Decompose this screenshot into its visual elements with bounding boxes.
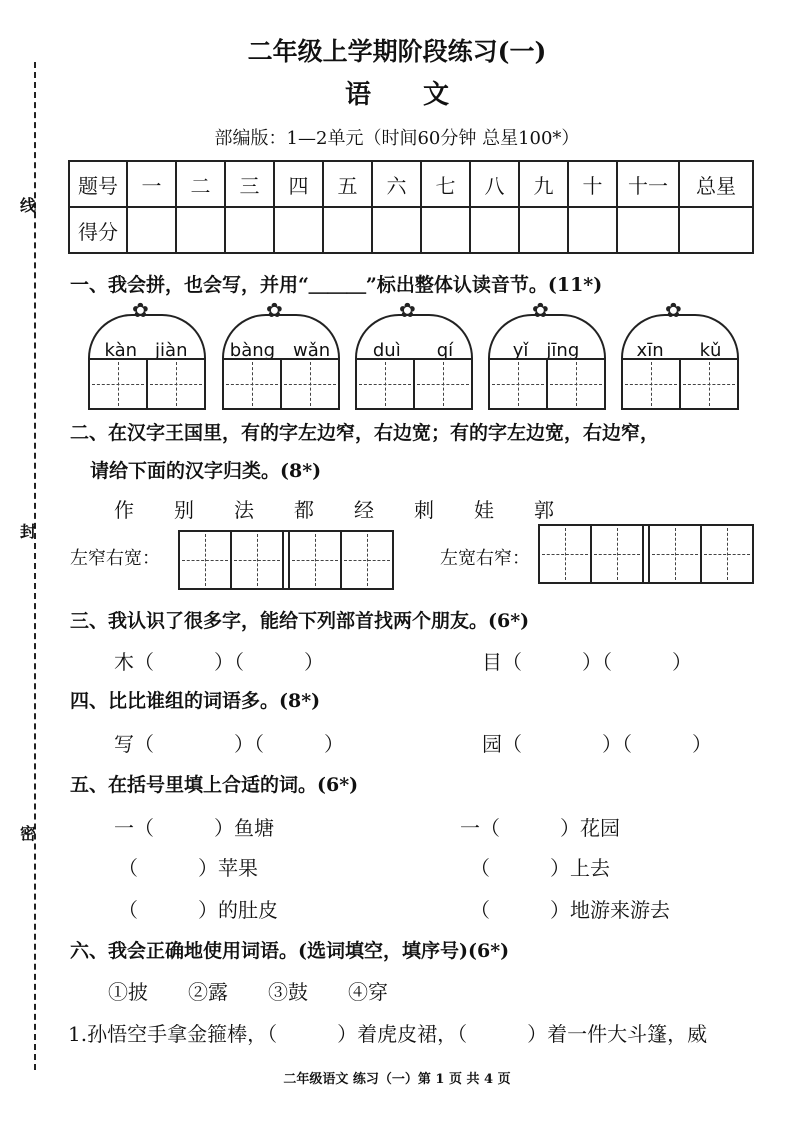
writing-cell[interactable] [232, 532, 284, 588]
writing-grid [488, 358, 606, 410]
writing-cell[interactable] [357, 360, 415, 408]
pinyin-box [88, 300, 204, 398]
question-4-right: 园（ ）（ ） [482, 732, 712, 756]
question-6-options: ①披 ②露 ③鼓 ④穿 [108, 980, 388, 1004]
binding-label-xian: 线 [20, 196, 37, 215]
pinyin-box [621, 300, 737, 398]
writing-grid [222, 358, 340, 410]
question-5-title: 五、在括号里填上合适的词。(6*) [70, 774, 359, 796]
score-header-cell: 四 [274, 161, 323, 207]
score-row [69, 207, 753, 253]
question-5-item: 一（ ）花园 [460, 816, 620, 840]
pinyin-label: kàn jiàn [104, 340, 188, 361]
score-cell[interactable] [519, 207, 568, 253]
score-cell[interactable] [372, 207, 421, 253]
score-table [68, 160, 754, 254]
question-5-item: （ ）地游来游去 [470, 898, 670, 922]
question-3-left: 木（ ）（ ） [114, 650, 324, 674]
score-cell[interactable] [421, 207, 470, 253]
score-cell[interactable] [470, 207, 519, 253]
flower-icon: ✿ [266, 298, 283, 322]
score-header-cell: 一 [127, 161, 176, 207]
writing-cell[interactable] [290, 532, 342, 588]
score-header-cell: 十一 [617, 161, 679, 207]
writing-cell[interactable] [415, 360, 471, 408]
question-6-title: 六、我会正确地使用词语。(选词填空，填序号)(6*) [70, 940, 510, 962]
score-header-cell: 八 [470, 161, 519, 207]
writing-cell[interactable] [490, 360, 548, 408]
writing-cell[interactable] [148, 360, 204, 408]
writing-cell[interactable] [282, 360, 338, 408]
score-header-cell: 二 [176, 161, 225, 207]
score-header-cell: 五 [323, 161, 372, 207]
pinyin-box [355, 300, 471, 398]
score-header-cell: 题号 [69, 161, 127, 207]
writing-cell[interactable] [224, 360, 282, 408]
writing-grid [621, 358, 739, 410]
flower-icon: ✿ [132, 298, 149, 322]
left-narrow-label: 左窄右宽： [70, 548, 160, 569]
writing-cell[interactable] [623, 360, 681, 408]
score-cell[interactable] [323, 207, 372, 253]
score-cell[interactable] [176, 207, 225, 253]
score-cell[interactable] [679, 207, 753, 253]
pinyin-label: yǐ jīng [512, 340, 580, 361]
writing-cell[interactable] [342, 532, 392, 588]
writing-cell[interactable] [90, 360, 148, 408]
question-1-title: 一、我会拼，也会写，并用“＿＿＿”标出整体认读音节。(11*) [70, 274, 603, 296]
pinyin-box [222, 300, 338, 398]
question-6-sentence: 1.孙悟空手拿金箍棒，（ ）着虎皮裙，（ ）着一件大斗篷，威 [68, 1022, 708, 1046]
writing-cell[interactable] [540, 526, 592, 582]
pinyin-label: xīn kǔ [636, 340, 722, 361]
page-footer: 二年级语文 练习（一）第 1 页 共 4 页 [283, 1072, 511, 1087]
question-2-characters: 作 别 法 都 经 刺 娃 郭 [114, 498, 554, 522]
flower-icon: ✿ [399, 298, 416, 322]
pinyin-box [488, 300, 604, 398]
writing-cell[interactable] [681, 360, 737, 408]
exam-info: 部编版：1—2单元（时间60分钟 总星100*） [214, 128, 580, 149]
binding-label-mi: 密 [20, 824, 37, 843]
score-header-cell: 七 [421, 161, 470, 207]
question-5-item: （ ）上去 [470, 856, 610, 880]
left-wide-label: 左宽右窄： [440, 548, 530, 569]
score-cell[interactable] [274, 207, 323, 253]
subject-title: 语 文 [344, 80, 449, 110]
writing-cell[interactable] [650, 526, 702, 582]
question-5-item: （ ）苹果 [118, 856, 258, 880]
score-header-cell: 六 [372, 161, 421, 207]
score-header-cell: 九 [519, 161, 568, 207]
writing-cell[interactable] [180, 532, 232, 588]
score-row-label: 得分 [69, 207, 127, 253]
writing-grid [88, 358, 206, 410]
left-wide-grid [538, 524, 754, 584]
score-cell[interactable] [225, 207, 274, 253]
writing-cell[interactable] [592, 526, 644, 582]
score-cell[interactable] [617, 207, 679, 253]
question-5-item: （ ）的肚皮 [118, 898, 278, 922]
flower-icon: ✿ [532, 298, 549, 322]
writing-cell[interactable] [548, 360, 604, 408]
score-header-cell: 十 [568, 161, 617, 207]
question-3-title: 三、我认识了很多字，能给下列部首找两个朋友。(6*) [70, 610, 530, 632]
question-2-subtitle: 请给下面的汉字归类。(8*) [90, 460, 322, 482]
flower-icon: ✿ [665, 298, 682, 322]
binding-label-feng: 封 [20, 522, 37, 541]
score-header-row [69, 161, 753, 207]
question-4-left: 写（ ）（ ） [114, 732, 344, 756]
question-5-item: 一（ ）鱼塘 [114, 816, 274, 840]
question-3-right: 目（ ）（ ） [482, 650, 692, 674]
pinyin-label: bàng wǎn [229, 340, 331, 361]
score-header-cell: 三 [225, 161, 274, 207]
score-header-cell: 总星 [679, 161, 753, 207]
question-4-title: 四、比比谁组的词语多。(8*) [70, 690, 321, 712]
question-2-title: 二、在汉字王国里，有的字左边窄，右边宽；有的字左边宽，右边窄， [70, 422, 660, 444]
pinyin-label: duì qí [372, 340, 454, 361]
left-narrow-grid [178, 530, 394, 590]
score-cell[interactable] [127, 207, 176, 253]
writing-grid [355, 358, 473, 410]
writing-cell[interactable] [702, 526, 752, 582]
page-title: 二年级上学期阶段练习(一) [247, 37, 547, 66]
score-cell[interactable] [568, 207, 617, 253]
